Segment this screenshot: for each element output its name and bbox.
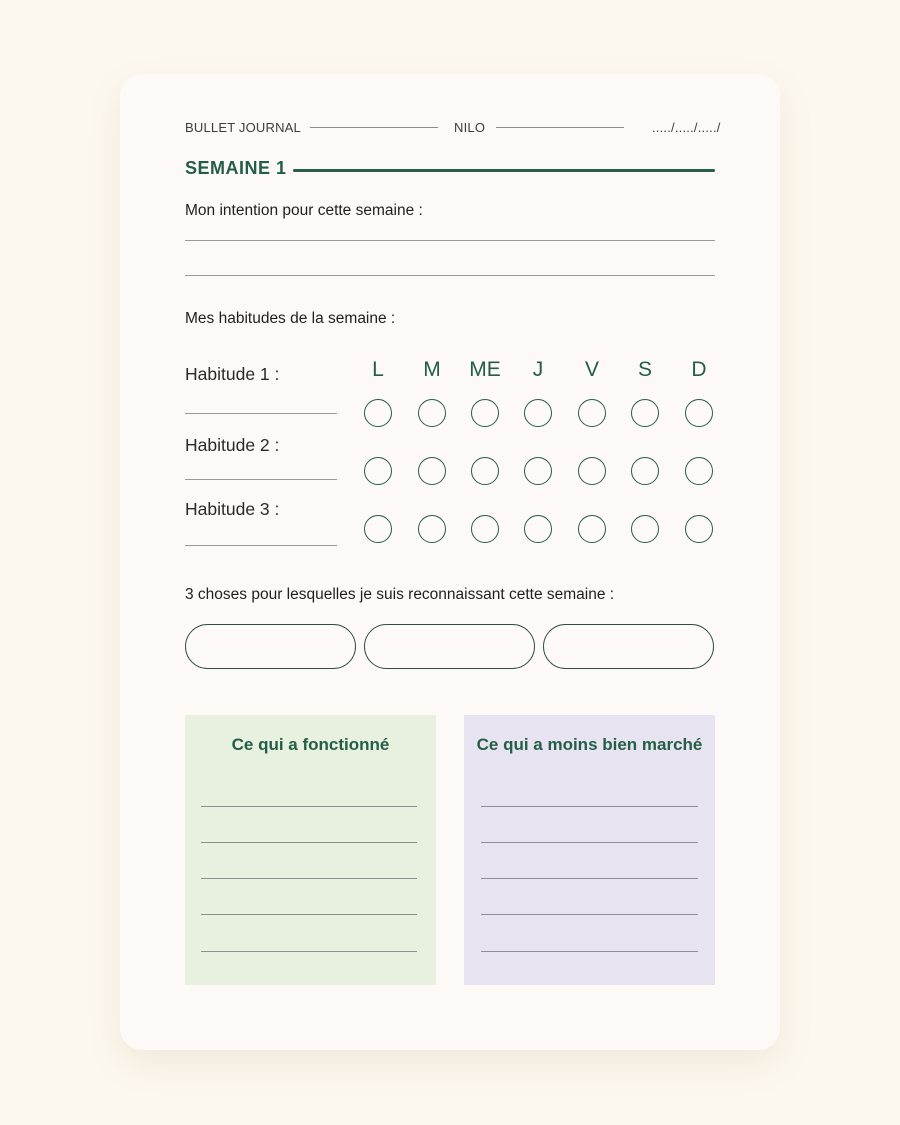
gratitude-input[interactable] — [364, 624, 535, 669]
habit-checkbox[interactable] — [631, 399, 659, 427]
worked-line[interactable] — [201, 914, 417, 915]
less-worked-line[interactable] — [481, 878, 698, 879]
habit-checkbox[interactable] — [685, 457, 713, 485]
worked-line[interactable] — [201, 806, 417, 807]
day-header: L — [372, 358, 384, 381]
habit-checkbox[interactable] — [631, 515, 659, 543]
habit-checkbox[interactable] — [631, 457, 659, 485]
habit-checkbox[interactable] — [364, 457, 392, 485]
habit-checkbox[interactable] — [524, 515, 552, 543]
habit-checkbox[interactable] — [524, 457, 552, 485]
header-divider — [310, 127, 438, 128]
habit-name-line[interactable] — [185, 545, 337, 546]
day-header: ME — [469, 358, 501, 381]
habit-name: Habitude 3 : — [185, 499, 280, 519]
day-header: M — [423, 358, 441, 381]
journal-label: BULLET JOURNAL — [185, 120, 301, 135]
habit-checkbox[interactable] — [471, 515, 499, 543]
worked-box — [185, 715, 436, 985]
habits-label: Mes habitudes de la semaine : — [185, 310, 396, 327]
worked-line[interactable] — [201, 951, 417, 952]
habit-checkbox[interactable] — [524, 399, 552, 427]
gratitude-input[interactable] — [185, 624, 356, 669]
less-worked-title: Ce qui a moins bien marché — [476, 735, 703, 754]
owner-name: NILO — [454, 120, 486, 135]
habit-checkbox[interactable] — [471, 457, 499, 485]
habit-checkbox[interactable] — [685, 399, 713, 427]
habit-checkbox[interactable] — [685, 515, 713, 543]
worked-title: Ce qui a fonctionné — [231, 735, 390, 754]
day-header: S — [637, 358, 652, 381]
less-worked-box — [464, 715, 715, 985]
intention-label: Mon intention pour cette semaine : — [185, 202, 423, 219]
worked-line[interactable] — [201, 842, 417, 843]
less-worked-line[interactable] — [481, 951, 698, 952]
worked-line[interactable] — [201, 878, 417, 879]
less-worked-line[interactable] — [481, 806, 698, 807]
habit-checkbox[interactable] — [418, 457, 446, 485]
header-divider — [496, 127, 624, 128]
gratitude-label: 3 choses pour lesquelles je suis reconnaissant cette semaine : — [185, 586, 615, 603]
habit-name: Habitude 1 : — [185, 364, 280, 384]
habit-checkbox[interactable] — [364, 399, 392, 427]
habit-checkbox[interactable] — [578, 457, 606, 485]
day-header: V — [584, 358, 599, 381]
intention-line[interactable] — [185, 240, 715, 241]
habit-name-line[interactable] — [185, 413, 337, 414]
habit-name: Habitude 2 : — [185, 435, 280, 455]
less-worked-line[interactable] — [481, 842, 698, 843]
week-title-rule — [293, 169, 715, 172]
habit-checkbox[interactable] — [364, 515, 392, 543]
intention-line[interactable] — [185, 275, 715, 276]
less-worked-line[interactable] — [481, 914, 698, 915]
week-title: SEMAINE 1 — [185, 158, 287, 178]
habit-checkbox[interactable] — [578, 399, 606, 427]
day-header: J — [532, 358, 544, 381]
journal-page — [120, 74, 780, 1050]
habit-checkbox[interactable] — [471, 399, 499, 427]
date-field[interactable]: ...../...../...../ — [652, 120, 721, 135]
habit-checkbox[interactable] — [578, 515, 606, 543]
habit-checkbox[interactable] — [418, 515, 446, 543]
gratitude-input[interactable] — [543, 624, 714, 669]
day-header: D — [691, 358, 707, 381]
habit-checkbox[interactable] — [418, 399, 446, 427]
habit-name-line[interactable] — [185, 479, 337, 480]
